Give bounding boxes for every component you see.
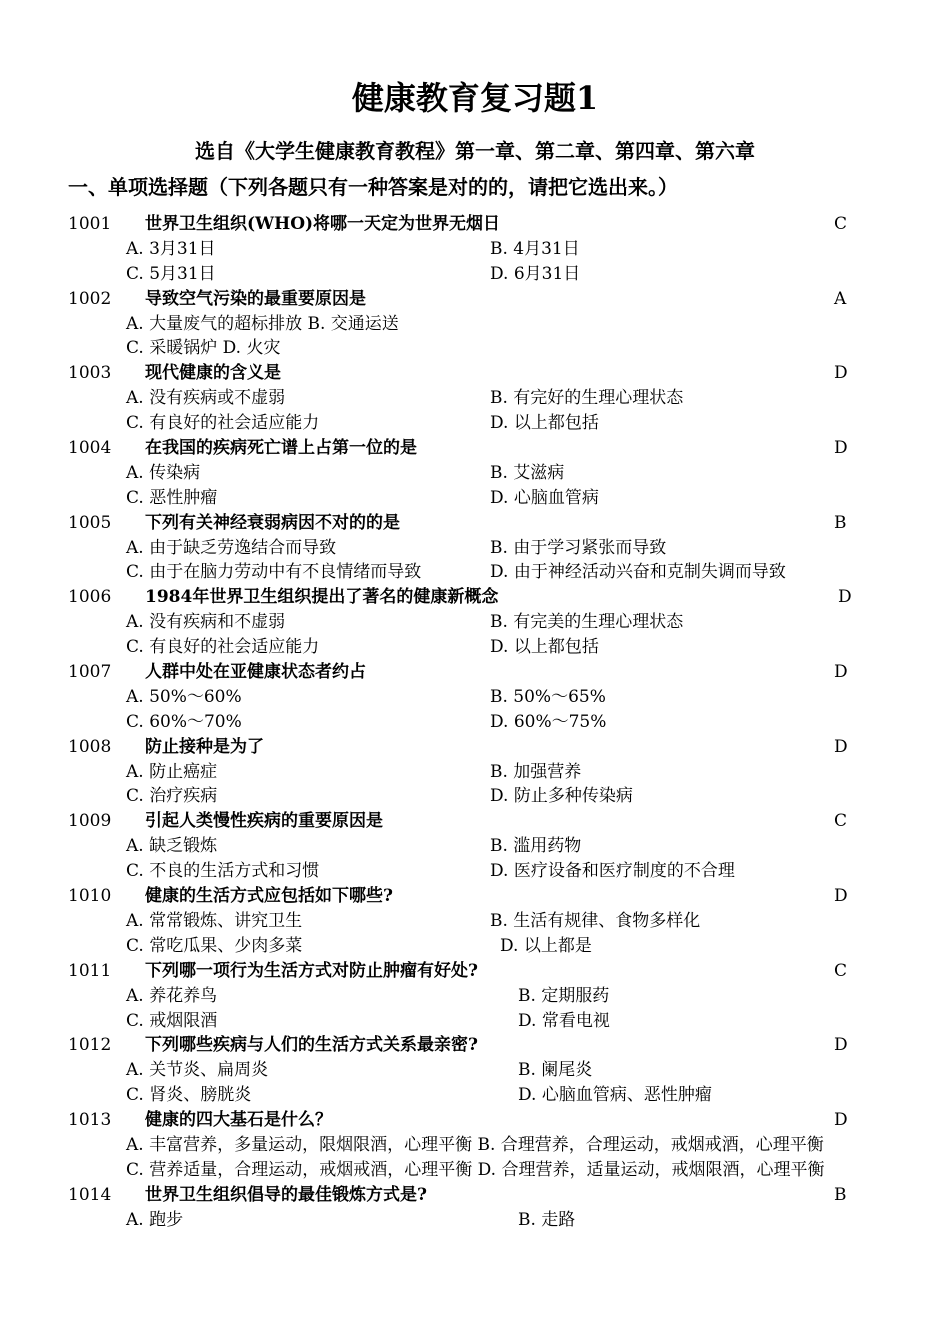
option-b: B. 阑尾炎 <box>518 1060 593 1081</box>
option-d: D. 以上都是 <box>500 935 592 956</box>
page-title: 健康教育复习题1 <box>351 79 599 117</box>
question-answer: D <box>834 1110 848 1131</box>
option-d: D. 常看电视 <box>518 1010 610 1031</box>
option-c: C. 恶性肿瘤 <box>126 487 218 508</box>
question-item <box>0 809 950 884</box>
page-subtitle: 选自《大学生健康教育教程》第一章、第二章、第四章、第六章 <box>195 139 755 163</box>
option-paragraph-2: C. 营养适量，合理运动，戒烟戒酒，心理平衡 D. 合理营养，适量运动，戒烟限酒，心理平衡 <box>126 1159 825 1180</box>
option-d: D. 心脑血管病 <box>490 487 599 508</box>
question-text: 下列哪一项行为生活方式对防止肿瘤有好处? <box>145 960 478 981</box>
option-b: B. 加强营养 <box>490 761 582 782</box>
question-text: 导致空气污染的最重要原因是 <box>145 288 366 309</box>
section-heading: 一、单项选择题（下列各题只有一种答案是对的的，请把它选出来。） <box>68 175 678 199</box>
option-d: D. 60%～75% <box>490 711 607 732</box>
question-item <box>0 959 950 1034</box>
option-a: A. 没有疾病和不虚弱 <box>126 612 286 633</box>
question-answer: D <box>834 736 848 757</box>
question-number: 1011 <box>68 960 112 981</box>
question-item <box>0 1108 950 1183</box>
question-item <box>0 361 950 436</box>
question-text: 健康的生活方式应包括如下哪些? <box>145 886 393 907</box>
option-b: B. 滥用药物 <box>490 836 582 857</box>
option-d: D. 以上都包括 <box>490 413 599 434</box>
option-a: A. 由于缺乏劳逸结合而导致 <box>126 537 337 558</box>
question-number: 1001 <box>68 214 112 234</box>
question-number: 1007 <box>68 662 112 683</box>
question-item <box>0 1183 950 1233</box>
question-text: 健康的四大基石是什么？ <box>145 1110 332 1131</box>
option-b: B. 生活有规律、食物多样化 <box>490 910 701 931</box>
question-answer: D <box>834 662 848 683</box>
option-a: A. 3月31日 <box>126 238 216 259</box>
option-b: B. 定期服药 <box>518 985 610 1006</box>
option-d: D. 医疗设备和医疗制度的不合理 <box>490 861 735 882</box>
question-number: 1009 <box>68 811 112 832</box>
question-item <box>0 884 950 959</box>
option-c: C. 60%～70% <box>126 711 242 732</box>
option-c: C. 常吃瓜果、少肉多菜 <box>126 935 303 956</box>
question-item <box>0 1033 950 1108</box>
question-text: 在我国的疾病死亡谱上占第一位的是 <box>145 438 417 459</box>
question-text: 现代健康的含义是 <box>145 363 281 384</box>
question-number: 1012 <box>68 1035 112 1056</box>
option-a: A. 没有疾病或不虚弱 <box>126 388 286 409</box>
option-c: C. 5月31日 <box>126 263 216 284</box>
option-line-2: C. 采暖锅炉 D. 火灾 <box>126 338 281 359</box>
question-number: 1008 <box>68 736 112 757</box>
question-answer: D <box>834 1035 848 1056</box>
option-c: C. 戒烟限酒 <box>126 1010 218 1031</box>
question-number: 1010 <box>68 886 112 907</box>
question-text: 下列有关神经衰弱病因不对的的是 <box>145 512 400 533</box>
option-b: B. 50%～65% <box>490 686 606 707</box>
option-c: C. 有良好的社会适应能力 <box>126 413 320 434</box>
question-answer: D <box>834 438 848 459</box>
option-d: D. 由于神经活动兴奋和克制失调而导致 <box>490 562 786 583</box>
option-a: A. 缺乏锻炼 <box>126 836 218 857</box>
option-b: B. 有完美的生理心理状态 <box>490 612 684 633</box>
option-b: B. 由于学习紧张而导致 <box>490 537 667 558</box>
question-number: 1013 <box>68 1110 112 1131</box>
question-answer: C <box>834 960 848 981</box>
option-d: D. 防止多种传染病 <box>490 786 633 807</box>
question-item <box>0 511 950 586</box>
option-c: C. 由于在脑力劳动中有不良情绪而导致 <box>126 562 422 583</box>
question-item <box>0 212 950 287</box>
option-b: B. 走路 <box>518 1209 576 1230</box>
option-c: C. 不良的生活方式和习惯 <box>126 861 320 882</box>
question-answer: B <box>834 512 847 533</box>
option-a: A. 防止癌症 <box>126 761 218 782</box>
question-number: 1003 <box>68 363 112 384</box>
question-item <box>0 436 950 511</box>
option-a: A. 跑步 <box>126 1209 184 1230</box>
question-answer: C <box>834 811 848 832</box>
question-text: 1984年世界卫生组织提出了著名的健康新概念 <box>145 587 499 608</box>
question-number: 1005 <box>68 512 112 533</box>
question-number: 1004 <box>68 438 112 459</box>
question-text: 防止接种是为了 <box>145 736 264 757</box>
option-c: C. 肾炎、膀胱炎 <box>126 1085 252 1106</box>
question-number: 1014 <box>68 1184 112 1205</box>
option-c: C. 有良好的社会适应能力 <box>126 637 320 658</box>
question-text: 下列哪些疾病与人们的生活方式关系最亲密? <box>145 1035 478 1056</box>
option-a: A. 养花养鸟 <box>126 985 218 1006</box>
question-answer: B <box>834 1184 847 1205</box>
option-a: A. 传染病 <box>126 462 201 483</box>
question-answer: A <box>834 288 847 309</box>
question-text: 引起人类慢性疾病的重要原因是 <box>145 811 383 832</box>
option-paragraph-1: A. 丰富营养，多量运动，限烟限酒，心理平衡 B. 合理营养，合理运动，戒烟戒酒，心理平衡 <box>126 1134 824 1155</box>
question-item <box>0 660 950 735</box>
option-d: D. 以上都包括 <box>490 637 599 658</box>
option-d: D. 心脑血管病、恶性肿瘤 <box>518 1085 712 1106</box>
option-d: D. 6月31日 <box>490 263 581 284</box>
option-line-1: A. 大量废气的超标排放 B. 交通运送 <box>126 313 399 334</box>
question-text: 世界卫生组织倡导的最佳锻炼方式是? <box>145 1184 427 1205</box>
question-list <box>0 212 950 1233</box>
question-answer: D <box>834 886 848 907</box>
question-text: 人群中处在亚健康状态者约占 <box>145 662 366 683</box>
option-c: C. 治疗疾病 <box>126 786 218 807</box>
option-b: B. 4月31日 <box>490 238 580 259</box>
option-b: B. 有完好的生理心理状态 <box>490 388 684 409</box>
question-answer: C <box>834 214 848 234</box>
question-text: 世界卫生组织(WHO)将哪一天定为世界无烟日 <box>145 214 501 234</box>
question-item <box>0 287 950 362</box>
option-a: A. 常常锻炼、讲究卫生 <box>126 910 303 931</box>
question-item <box>0 585 950 660</box>
question-number: 1002 <box>68 288 112 309</box>
question-answer: D <box>838 587 852 608</box>
question-answer: D <box>834 363 848 384</box>
option-b: B. 艾滋病 <box>490 462 565 483</box>
question-item <box>0 735 950 810</box>
question-number: 1006 <box>68 587 112 608</box>
option-a: A. 关节炎、扁周炎 <box>126 1060 269 1081</box>
option-a: A. 50%～60% <box>126 686 242 707</box>
